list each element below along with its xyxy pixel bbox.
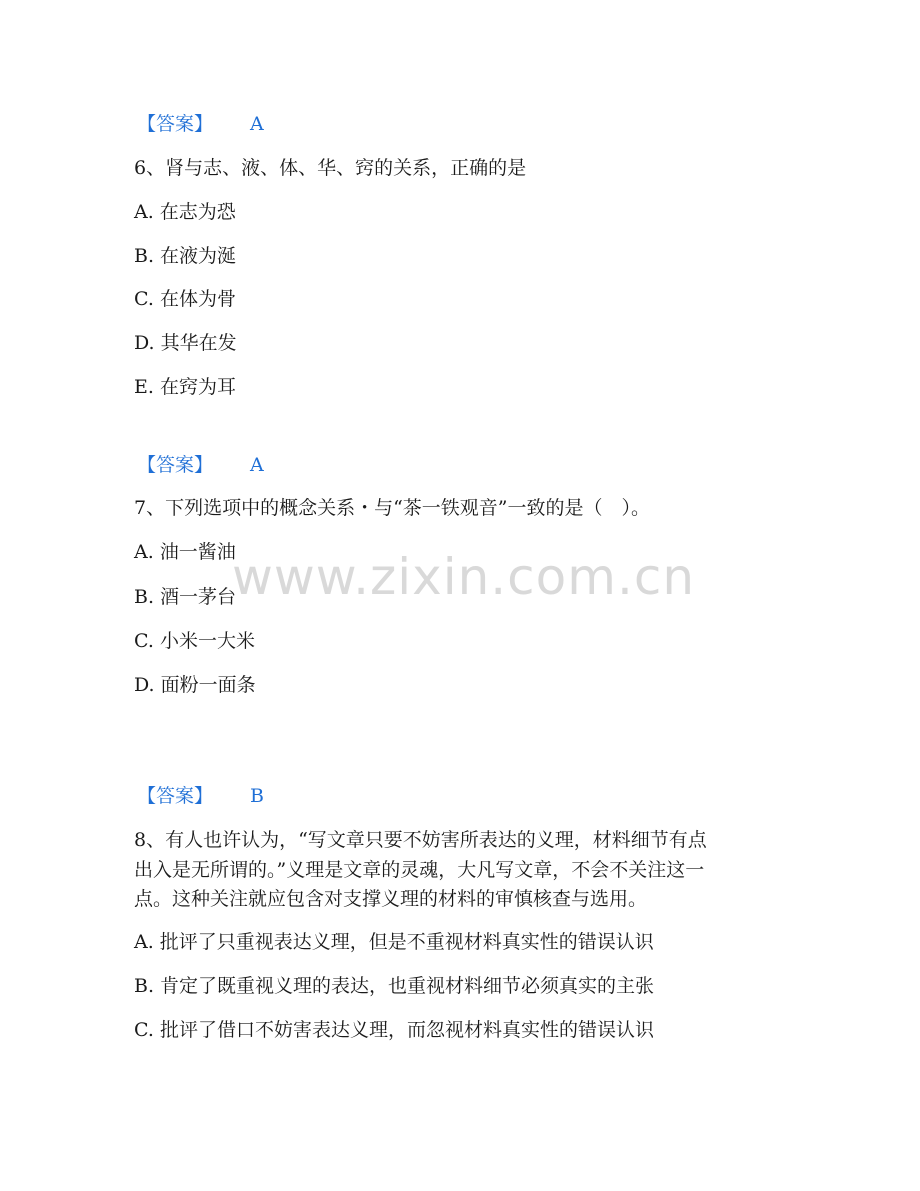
option-d: D. 面粉一面条 [134,674,256,696]
option-e: E. 在窍为耳 [134,376,236,398]
question-7: 7、下列选项中的概念关系・与“茶一铁观音”一致的是（ ）。 [134,497,651,519]
answer-line [137,112,264,136]
option-a: A. 在志为恐 [134,201,236,223]
option-c: C. 批评了借口不妨害表达义理，而忽视材料真实性的错误认识 [134,1019,654,1041]
option-b: B. 在液为涎 [134,245,237,267]
answer-label: 【答案】 [137,785,214,807]
question-8-line-2: 出入是无所谓的。”义理是文章的灵魂，大凡写文章，不会不关注这一 [134,859,705,881]
answer-value: B [250,785,264,807]
answer-label: 【答案】 [137,113,214,135]
watermark: www.zixin.com.cn [232,548,696,606]
answer-label: 【答案】 [137,454,214,476]
question-8-line-1: 8、有人也许认为，“写文章只要不妨害所表达的义理，材料细节有点 [134,829,707,851]
option-b: B. 酒一茅台 [134,586,237,608]
option-a: A. 油一酱油 [134,541,236,563]
option-c: C. 小米一大米 [134,630,255,652]
option-a: A. 批评了只重视表达义理，但是不重视材料真实性的错误认识 [134,931,654,953]
option-b: B. 肯定了既重视义理的表达，也重视材料细节必须真实的主张 [134,975,655,997]
answer-value: A [250,454,264,476]
answer-line [137,784,264,808]
question-8-line-3: 点。这种关注就应包含对支撑义理的材料的审慎核查与选用。 [134,888,648,910]
answer-value: A [250,113,264,135]
option-d: D. 其华在发 [134,332,237,354]
question-6: 6、肾与志、液、体、华、窍的关系，正确的是 [134,157,527,179]
answer-line [137,453,264,477]
option-c: C. 在体为骨 [134,288,236,310]
